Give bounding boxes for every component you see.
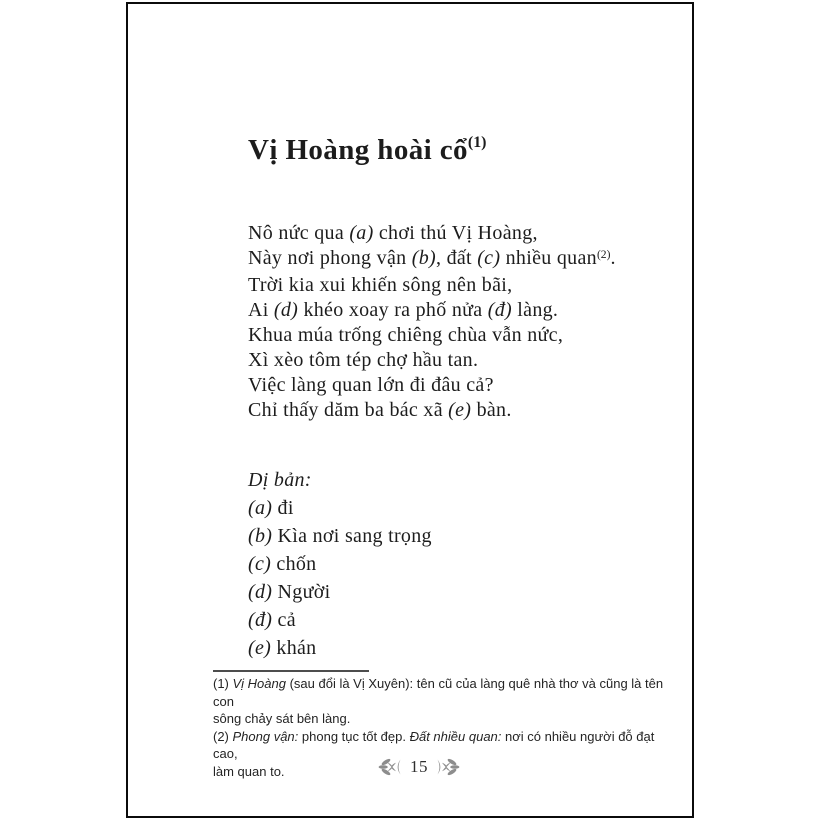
page-number: 15 <box>410 757 428 776</box>
variants-block <box>248 466 432 662</box>
poem-body <box>248 221 616 423</box>
poem-line: Khua múa trống chiêng chùa vẫn nức, <box>248 324 564 346</box>
poem-line: Ai (d) khéo xoay ra phố nửa (đ) làng. <box>248 299 559 321</box>
variant-item: (d) Người <box>248 581 331 603</box>
variant-item: (e) khán <box>248 637 317 659</box>
page-footer <box>137 757 701 777</box>
footnote-separator-rule <box>213 670 369 672</box>
poem-line: Chỉ thấy dăm ba bác xã (e) bàn. <box>248 399 512 421</box>
fleuron-right-icon <box>436 758 460 776</box>
poem-line: Việc làng quan lớn đi đâu cả? <box>248 374 494 396</box>
poem-line: Nô nức qua (a) chơi thú Vị Hoàng, <box>248 222 538 244</box>
fleuron-left-icon <box>378 758 402 776</box>
footnote: (2) Phong vận: phong tục tốt đẹp. Đất nhiều quan: nơi có nhiều người đỗ đạt cao, làm quan to. <box>213 728 655 779</box>
poem-line: Này nơi phong vận (b), đất (c) nhiều quan$^{(2)}$. <box>248 247 616 269</box>
poem-line: Xì xèo tôm tép chợ hầu tan. <box>248 349 479 371</box>
variant-item: (đ) cả <box>248 609 296 631</box>
poem-title: Vị Hoàng hoài cổ$^{(1)}$ <box>248 134 487 166</box>
footnote: (1) Vị Hoàng (sau đổi là Vị Xuyên): tên cũ của làng quê nhà thơ và cũng là tên con sông chảy sát bên làng. <box>213 676 664 727</box>
variants-heading: Dị bản: <box>248 469 312 491</box>
variant-item: (b) Kìa nơi sang trọng <box>248 525 432 547</box>
book-page <box>126 2 694 818</box>
variant-item: (a) đi <box>248 497 294 519</box>
variant-item: (c) chốn <box>248 553 317 575</box>
poem-line: Trời kia xui khiến sông nên bãi, <box>248 274 513 296</box>
